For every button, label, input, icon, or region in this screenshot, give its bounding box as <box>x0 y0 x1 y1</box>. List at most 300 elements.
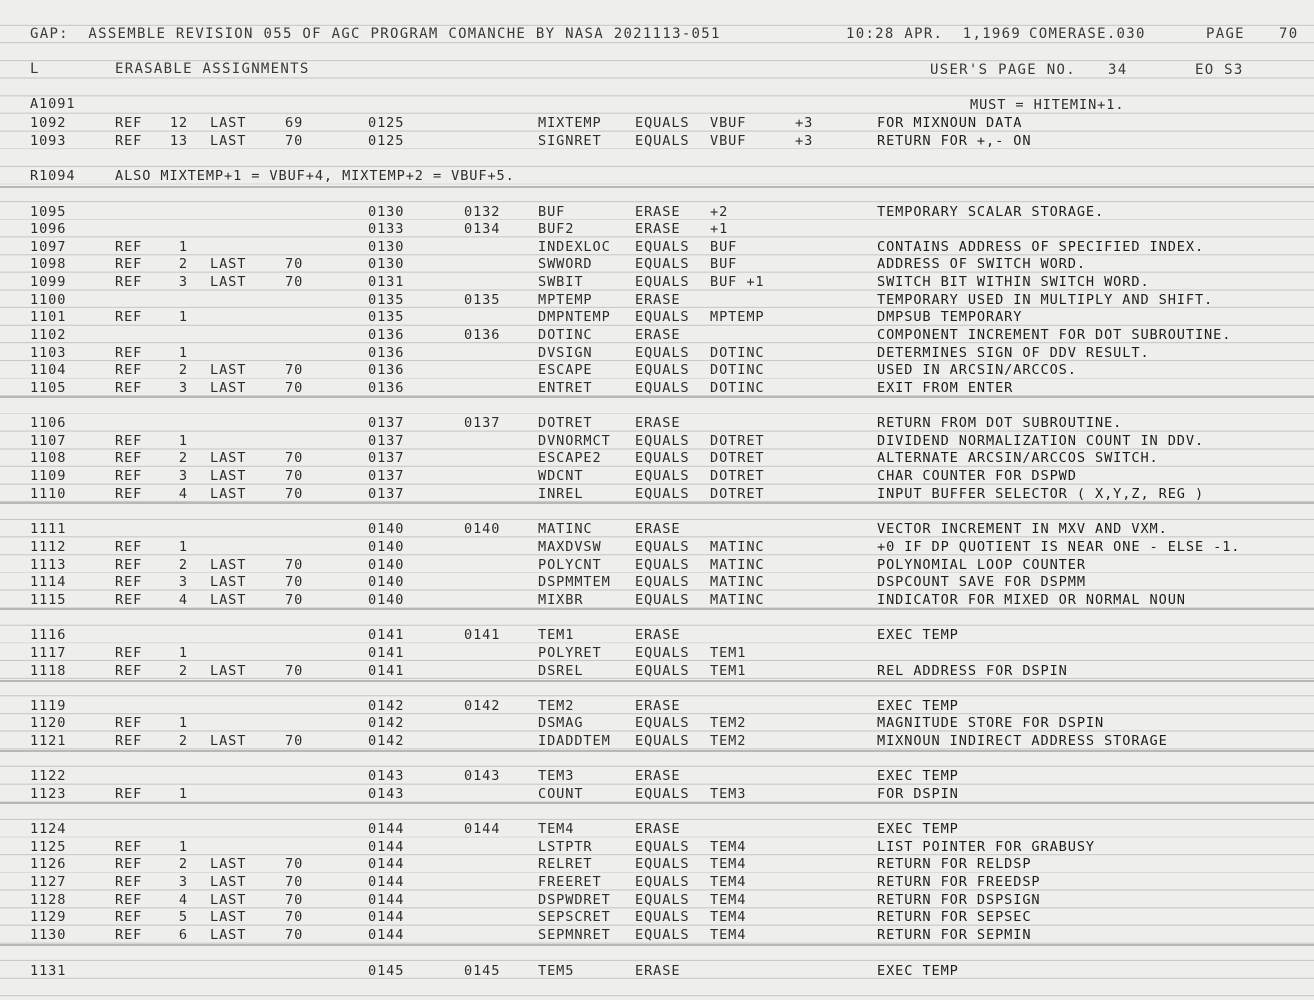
row-sym: MIXTEMP <box>538 115 602 131</box>
row-last: LAST <box>210 133 247 149</box>
row-sym: SIGNRET <box>538 133 602 149</box>
row-line: 1112 <box>30 539 67 555</box>
row-m: 70 <box>285 592 304 608</box>
row-ref: REF <box>115 856 143 872</box>
row-addr: BUF <box>710 256 738 272</box>
row-com: TEMPORARY USED IN MULTIPLY AND SHIFT. <box>877 292 1214 308</box>
row-n: 4 <box>178 592 188 608</box>
row-a1: 0125 <box>368 115 405 131</box>
row-line: 1093 <box>30 133 67 149</box>
listing-row <box>0 591 1314 609</box>
row-addr: TEM4 <box>710 839 747 855</box>
row-ref: REF <box>115 239 143 255</box>
row-sym: TEM2 <box>538 698 575 714</box>
row-a1: 0142 <box>368 733 405 749</box>
row-n: 2 <box>178 733 188 749</box>
row-sym: FREERET <box>538 874 602 890</box>
listing-row <box>0 926 1314 944</box>
row-sym: MAXDVSW <box>538 539 602 555</box>
listing-row <box>0 238 1314 256</box>
row-sym: SEPMNRET <box>538 927 611 943</box>
row-op: ERASE <box>635 768 681 784</box>
row-a1: 0130 <box>368 204 405 220</box>
row-op: EQUALS <box>635 856 690 872</box>
listing-row <box>0 785 1314 803</box>
row-com: DSPCOUNT SAVE FOR DSPMM <box>877 574 1086 590</box>
row-line: 1092 <box>30 115 67 131</box>
listing-row <box>0 432 1314 450</box>
row-com: EXEC TEMP <box>877 627 959 643</box>
row-a1: 0144 <box>368 909 405 925</box>
row-op: ERASE <box>635 627 681 643</box>
row-ref: REF <box>115 274 143 290</box>
row-m: 70 <box>285 468 304 484</box>
row-a1: 0143 <box>368 768 405 784</box>
header-timestamp: 10:28 APR. 1,1969 <box>846 26 1022 42</box>
row-line: 1101 <box>30 309 67 325</box>
row-line: 1129 <box>30 909 67 925</box>
row-ref: REF <box>115 645 143 661</box>
row-n: 1 <box>178 345 188 361</box>
row-com: ALTERNATE ARCSIN/ARCCOS SWITCH. <box>877 450 1159 466</box>
row-ref: REF <box>115 256 143 272</box>
listing-row <box>0 414 1314 432</box>
row-last: LAST <box>210 663 247 679</box>
row-ref: REF <box>115 486 143 502</box>
row-last: LAST <box>210 256 247 272</box>
row-com: RETURN FOR DSPSIGN <box>877 892 1041 908</box>
row-n: 5 <box>178 909 188 925</box>
row-line: 1128 <box>30 892 67 908</box>
group-divider <box>0 944 1314 946</box>
row-line: 1113 <box>30 557 67 573</box>
row-op: ERASE <box>635 327 681 343</box>
row-op: EQUALS <box>635 874 690 890</box>
row-addr: MATINC <box>710 592 765 608</box>
row-com: TEMPORARY SCALAR STORAGE. <box>877 204 1105 220</box>
row-addr: MATINC <box>710 557 765 573</box>
listing-row <box>0 308 1314 326</box>
row-op: EQUALS <box>635 786 690 802</box>
row-com: MIXNOUN INDIRECT ADDRESS STORAGE <box>877 733 1168 749</box>
row-sym: SWBIT <box>538 274 584 290</box>
row-addr: TEM4 <box>710 909 747 925</box>
row-a1: 0130 <box>368 256 405 272</box>
row-ref: REF <box>115 927 143 943</box>
row-op: EQUALS <box>635 256 690 272</box>
row-line: 1131 <box>30 963 67 979</box>
row-sym: POLYCNT <box>538 557 602 573</box>
row-n: 1 <box>178 309 188 325</box>
row-a1: 0136 <box>368 380 405 396</box>
listing-row <box>0 114 1314 132</box>
row-addr: MPTEMP <box>710 309 765 325</box>
note-r1094-text: ALSO MIXTEMP+1 = VBUF+4, MIXTEMP+2 = VBUF+5. <box>115 168 515 184</box>
row-n: 1 <box>178 715 188 731</box>
row-com: RETURN FOR +,- ON <box>877 133 1032 149</box>
row-a1: 0141 <box>368 645 405 661</box>
row-n: 4 <box>178 486 188 502</box>
row-sym: TEM5 <box>538 963 575 979</box>
row-sym: ENTRET <box>538 380 593 396</box>
row-n: 2 <box>178 557 188 573</box>
row-n: 2 <box>178 362 188 378</box>
row-sym: MIXBR <box>538 592 584 608</box>
row-line: 1104 <box>30 362 67 378</box>
listing-row <box>0 908 1314 926</box>
row-com: +0 IF DP QUOTIENT IS NEAR ONE - ELSE -1. <box>877 539 1241 555</box>
row-sym: SWWORD <box>538 256 593 272</box>
listing-row <box>0 873 1314 891</box>
row-addr: DOTINC <box>710 362 765 378</box>
row-op: ERASE <box>635 415 681 431</box>
row-last: LAST <box>210 592 247 608</box>
group-divider <box>0 608 1314 610</box>
row-off: +3 <box>795 115 814 131</box>
row-op: EQUALS <box>635 839 690 855</box>
listing-row <box>0 626 1314 644</box>
row-line: 1125 <box>30 839 67 855</box>
listing-row <box>0 132 1314 150</box>
row-addr: DOTRET <box>710 450 765 466</box>
row-sym: ESCAPE2 <box>538 450 602 466</box>
row-a1: 0144 <box>368 821 405 837</box>
row-line: 1118 <box>30 663 67 679</box>
row-last: LAST <box>210 856 247 872</box>
row-m: 70 <box>285 574 304 590</box>
row-sym: DVNORMCT <box>538 433 611 449</box>
row-com: EXEC TEMP <box>877 821 959 837</box>
row-line: 1097 <box>30 239 67 255</box>
row-line: 1119 <box>30 698 67 714</box>
row-m: 70 <box>285 927 304 943</box>
row-addr: DOTRET <box>710 486 765 502</box>
row-op: EQUALS <box>635 115 690 131</box>
listing-row <box>0 697 1314 715</box>
row-ref: REF <box>115 557 143 573</box>
row-op: EQUALS <box>635 645 690 661</box>
row-m: 70 <box>285 892 304 908</box>
row-a1: 0142 <box>368 698 405 714</box>
row-com: INDICATOR FOR MIXED OR NORMAL NOUN <box>877 592 1186 608</box>
row-op: EQUALS <box>635 909 690 925</box>
row-line: 1103 <box>30 345 67 361</box>
row-a1: 0140 <box>368 557 405 573</box>
row-last: LAST <box>210 874 247 890</box>
row-m: 70 <box>285 274 304 290</box>
row-addr: DOTRET <box>710 433 765 449</box>
row-n: 4 <box>178 892 188 908</box>
row-a2: 0140 <box>464 521 501 537</box>
listing-row <box>0 573 1314 591</box>
row-ref: REF <box>115 539 143 555</box>
row-addr: +2 <box>710 204 729 220</box>
section-title: ERASABLE ASSIGNMENTS <box>115 61 310 77</box>
row-sym: SEPSCRET <box>538 909 611 925</box>
group-divider <box>0 750 1314 752</box>
row-op: EQUALS <box>635 345 690 361</box>
note-a1091-line: A1091 <box>30 96 76 112</box>
row-sym: DVSIGN <box>538 345 593 361</box>
row-addr: TEM1 <box>710 645 747 661</box>
row-sym: MPTEMP <box>538 292 593 308</box>
row-ref: REF <box>115 380 143 396</box>
row-m: 70 <box>285 856 304 872</box>
row-com: MAGNITUDE STORE FOR DSPIN <box>877 715 1105 731</box>
row-op: ERASE <box>635 292 681 308</box>
row-a2: 0134 <box>464 221 501 237</box>
row-ref: REF <box>115 433 143 449</box>
row-addr: TEM2 <box>710 733 747 749</box>
row-sym: COUNT <box>538 786 584 802</box>
row-a1: 0140 <box>368 574 405 590</box>
row-com: EXEC TEMP <box>877 768 959 784</box>
row-a1: 0130 <box>368 239 405 255</box>
row-last: LAST <box>210 450 247 466</box>
listing-row <box>0 538 1314 556</box>
row-op: EQUALS <box>635 733 690 749</box>
row-last: LAST <box>210 486 247 502</box>
row-op: EQUALS <box>635 539 690 555</box>
row-addr: BUF <box>710 239 738 255</box>
row-ref: REF <box>115 874 143 890</box>
row-com: EXEC TEMP <box>877 698 959 714</box>
row-m: 70 <box>285 133 304 149</box>
row-a1: 0144 <box>368 839 405 855</box>
row-line: 1127 <box>30 874 67 890</box>
row-op: ERASE <box>635 221 681 237</box>
row-line: 1096 <box>30 221 67 237</box>
row-off: +3 <box>795 133 814 149</box>
row-a2: 0143 <box>464 768 501 784</box>
row-a2: 0132 <box>464 204 501 220</box>
row-a1: 0145 <box>368 963 405 979</box>
row-a1: 0136 <box>368 362 405 378</box>
row-op: EQUALS <box>635 715 690 731</box>
row-n: 1 <box>178 645 188 661</box>
row-com: CONTAINS ADDRESS OF SPECIFIED INDEX. <box>877 239 1205 255</box>
row-line: 1120 <box>30 715 67 731</box>
listing-row <box>0 361 1314 379</box>
row-op: EQUALS <box>635 362 690 378</box>
row-sym: MATINC <box>538 521 593 537</box>
row-line: 1111 <box>30 521 67 537</box>
row-addr: DOTINC <box>710 345 765 361</box>
row-line: 1115 <box>30 592 67 608</box>
row-a2: 0136 <box>464 327 501 343</box>
row-last: LAST <box>210 468 247 484</box>
row-addr: DOTINC <box>710 380 765 396</box>
row-last: LAST <box>210 557 247 573</box>
header-page-number: 70 <box>1279 26 1299 42</box>
row-sym: INREL <box>538 486 584 502</box>
header-file: COMERASE.030 <box>1029 26 1146 42</box>
row-sym: RELRET <box>538 856 593 872</box>
row-com: POLYNOMIAL LOOP COUNTER <box>877 557 1086 573</box>
row-n: 2 <box>178 256 188 272</box>
row-sym: DSMAG <box>538 715 584 731</box>
row-op: EQUALS <box>635 433 690 449</box>
row-a1: 0144 <box>368 927 405 943</box>
row-line: 1130 <box>30 927 67 943</box>
group-divider <box>0 396 1314 398</box>
row-com: DETERMINES SIGN OF DDV RESULT. <box>877 345 1150 361</box>
row-m: 70 <box>285 450 304 466</box>
row-op: ERASE <box>635 204 681 220</box>
row-a1: 0131 <box>368 274 405 290</box>
row-op: EQUALS <box>635 557 690 573</box>
row-ref: REF <box>115 839 143 855</box>
eo-code: EO S3 <box>1195 62 1244 78</box>
row-line: 1123 <box>30 786 67 802</box>
row-addr: TEM4 <box>710 892 747 908</box>
row-op: EQUALS <box>635 892 690 908</box>
row-sym: POLYRET <box>538 645 602 661</box>
row-op: EQUALS <box>635 486 690 502</box>
row-op: ERASE <box>635 821 681 837</box>
row-n: 2 <box>178 856 188 872</box>
row-n: 1 <box>178 839 188 855</box>
listing-row <box>0 220 1314 238</box>
row-m: 70 <box>285 733 304 749</box>
row-a1: 0125 <box>368 133 405 149</box>
row-ref: REF <box>115 115 143 131</box>
row-sym: DSPMMTEM <box>538 574 611 590</box>
row-com: RETURN FROM DOT SUBROUTINE. <box>877 415 1123 431</box>
row-com: INPUT BUFFER SELECTOR ( X,Y,Z, REG ) <box>877 486 1205 502</box>
row-last: LAST <box>210 115 247 131</box>
row-n: 3 <box>178 380 188 396</box>
row-com: REL ADDRESS FOR DSPIN <box>877 663 1068 679</box>
row-ref: REF <box>115 909 143 925</box>
row-addr: VBUF <box>710 115 747 131</box>
row-com: USED IN ARCSIN/ARCCOS. <box>877 362 1077 378</box>
listing-row <box>0 467 1314 485</box>
row-addr: TEM4 <box>710 927 747 943</box>
row-line: 1095 <box>30 204 67 220</box>
row-a1: 0143 <box>368 786 405 802</box>
row-a2: 0144 <box>464 821 501 837</box>
row-line: 1109 <box>30 468 67 484</box>
row-line: 1110 <box>30 486 67 502</box>
listing-row <box>0 449 1314 467</box>
row-line: 1100 <box>30 292 67 308</box>
row-addr: TEM2 <box>710 715 747 731</box>
listing-row <box>0 855 1314 873</box>
row-last: LAST <box>210 733 247 749</box>
row-sym: BUF <box>538 204 566 220</box>
row-n: 3 <box>178 874 188 890</box>
row-n: 6 <box>178 927 188 943</box>
user-page-label: USER'S PAGE NO. <box>930 62 1076 78</box>
row-addr: BUF +1 <box>710 274 765 290</box>
row-n: 3 <box>178 574 188 590</box>
row-addr: DOTRET <box>710 468 765 484</box>
row-last: LAST <box>210 362 247 378</box>
row-addr: TEM4 <box>710 874 747 890</box>
row-a1: 0135 <box>368 309 405 325</box>
row-sym: DSPWDRET <box>538 892 611 908</box>
row-last: LAST <box>210 892 247 908</box>
listing-row <box>0 644 1314 662</box>
row-op: EQUALS <box>635 239 690 255</box>
row-n: 2 <box>178 450 188 466</box>
row-line: 1107 <box>30 433 67 449</box>
row-com: COMPONENT INCREMENT FOR DOT SUBROUTINE. <box>877 327 1232 343</box>
listing-row <box>0 556 1314 574</box>
row-a1: 0140 <box>368 592 405 608</box>
row-a1: 0144 <box>368 874 405 890</box>
row-addr: +1 <box>710 221 729 237</box>
row-line: 1105 <box>30 380 67 396</box>
row-line: 1117 <box>30 645 67 661</box>
user-page-number: 34 <box>1108 62 1128 78</box>
assembly-header: GAP: ASSEMBLE REVISION 055 OF AGC PROGRAM COMANCHE BY NASA 2021113-051 <box>30 26 721 42</box>
row-m: 70 <box>285 663 304 679</box>
row-com: CHAR COUNTER FOR DSPWD <box>877 468 1077 484</box>
row-op: EQUALS <box>635 592 690 608</box>
row-n: 12 <box>169 115 188 131</box>
row-sym: DOTINC <box>538 327 593 343</box>
row-op: ERASE <box>635 963 681 979</box>
row-sym: BUF2 <box>538 221 575 237</box>
row-a1: 0140 <box>368 539 405 555</box>
row-op: ERASE <box>635 521 681 537</box>
row-sym: WDCNT <box>538 468 584 484</box>
row-addr: VBUF <box>710 133 747 149</box>
row-m: 70 <box>285 362 304 378</box>
listing-row <box>0 379 1314 397</box>
row-a1: 0136 <box>368 345 405 361</box>
row-com: ADDRESS OF SWITCH WORD. <box>877 256 1086 272</box>
row-addr: TEM3 <box>710 786 747 802</box>
row-m: 70 <box>285 256 304 272</box>
row-line: 1122 <box>30 768 67 784</box>
row-sym: INDEXLOC <box>538 239 611 255</box>
row-com: VECTOR INCREMENT IN MXV AND VXM. <box>877 521 1168 537</box>
row-a2: 0135 <box>464 292 501 308</box>
row-a1: 0135 <box>368 292 405 308</box>
row-sym: DMPNTEMP <box>538 309 611 325</box>
row-ref: REF <box>115 362 143 378</box>
row-m: 69 <box>285 115 304 131</box>
row-line: 1121 <box>30 733 67 749</box>
row-a1: 0137 <box>368 450 405 466</box>
row-addr: MATINC <box>710 574 765 590</box>
row-ref: REF <box>115 133 143 149</box>
row-sym: TEM1 <box>538 627 575 643</box>
row-last: LAST <box>210 574 247 590</box>
row-last: LAST <box>210 909 247 925</box>
row-m: 70 <box>285 380 304 396</box>
listing-row <box>0 662 1314 680</box>
row-m: 70 <box>285 909 304 925</box>
listing-row <box>0 326 1314 344</box>
row-com: RETURN FOR SEPMIN <box>877 927 1032 943</box>
row-op: EQUALS <box>635 309 690 325</box>
row-line: 1102 <box>30 327 67 343</box>
row-op: EQUALS <box>635 133 690 149</box>
row-a2: 0141 <box>464 627 501 643</box>
row-com: FOR MIXNOUN DATA <box>877 115 1023 131</box>
row-n: 13 <box>169 133 188 149</box>
row-addr: TEM4 <box>710 856 747 872</box>
row-op: EQUALS <box>635 927 690 943</box>
row-last: LAST <box>210 274 247 290</box>
row-sym: ESCAPE <box>538 362 593 378</box>
row-a1: 0141 <box>368 663 405 679</box>
row-n: 1 <box>178 786 188 802</box>
